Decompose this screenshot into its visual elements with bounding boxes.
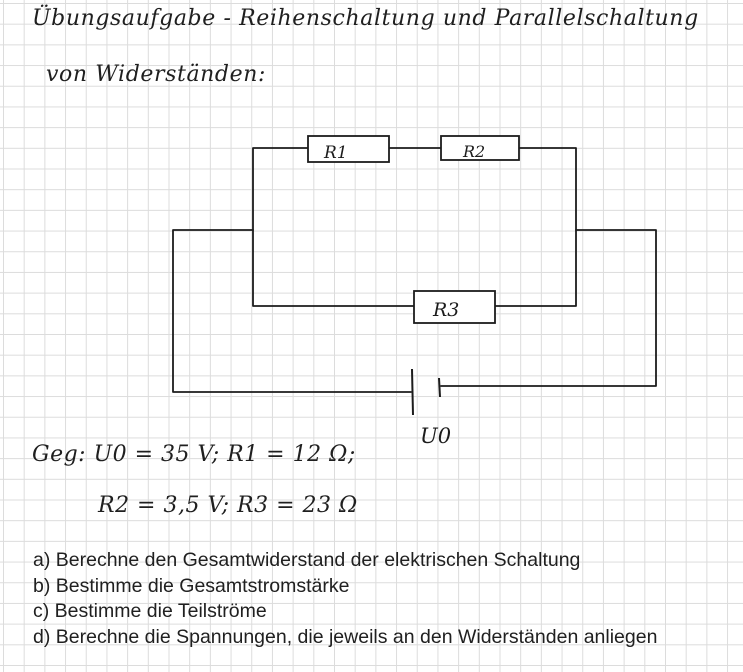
given-line-2: R2 = 3,5 V; R3 = 23 Ω [98,493,358,518]
battery-short-plate [439,378,440,397]
resistor-r1 [308,136,389,162]
wire-outer-left [173,230,411,392]
task-a: a) Berechne den Gesamtwiderstand der elektrischen Schaltung [33,549,581,571]
wire-inner-right [495,148,576,306]
label-r1: R1 [324,143,348,163]
given-line-1: Geg: U0 = 35 V; R1 = 12 Ω; [32,442,356,467]
task-b: b) Bestimme die Gesamtstromstärke [33,574,350,597]
title-line-2: von Widerständen: [46,62,267,87]
battery-long-plate [412,369,413,415]
label-source: U0 [420,424,452,448]
wire-inner-left [253,148,414,306]
task-c: c) Bestimme die Teilströme [33,600,267,623]
task-list [33,548,657,650]
label-r3: R3 [433,299,460,321]
task-d: d) Berechne die Spannungen, die jeweils an den Widerständen anliegen [33,625,658,648]
title-line-1: Übungsaufgabe - Reihenschaltung und Parallelschaltung [32,6,699,31]
label-r2: R2 [463,142,486,161]
